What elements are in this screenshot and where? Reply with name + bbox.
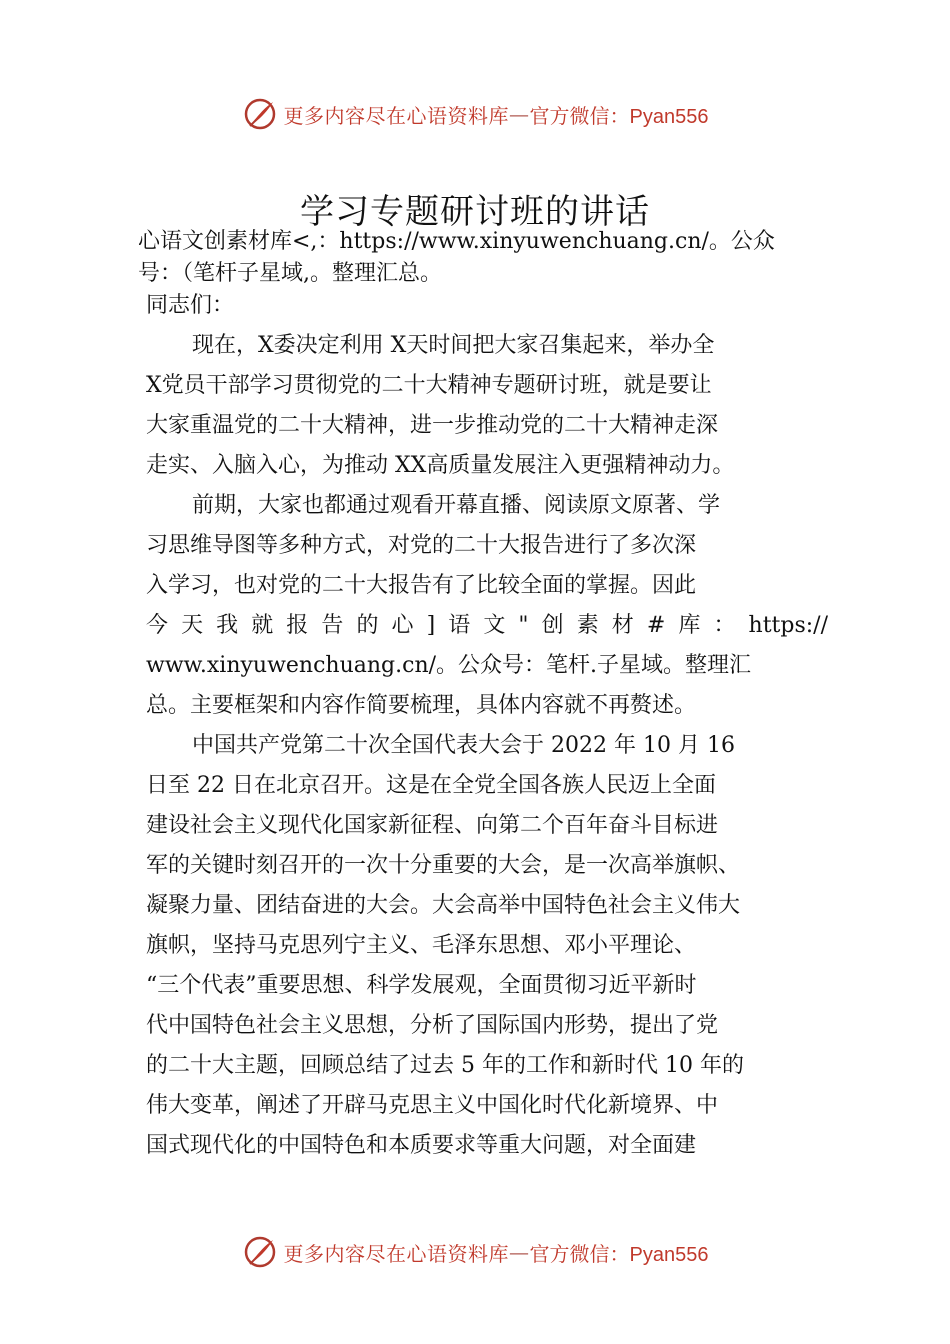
- paragraph-line: 旗帜，坚持马克思列宁主义、毛泽东思想、邓小平理论、: [146, 933, 697, 958]
- source-line: 心语文创素材库<,：https://www.xinyuwenchuang.cn/。公众: [138, 229, 775, 254]
- paragraph-line: 军的关键时刻召开的一次十分重要的大会，是一次高举旗帜、: [146, 853, 741, 878]
- paragraph-line: X党员干部学习贯彻党的二十大精神专题研讨班，就是要让: [146, 373, 712, 398]
- paragraph-1: [138, 326, 828, 486]
- paragraph-line: 前期，大家也都通过观看开幕直播、阅读原文原著、学: [192, 493, 721, 518]
- banner-text: 更多内容尽在心语资料库: [283, 1241, 510, 1266]
- page-title: 学习专题研讨班的讲话: [300, 192, 650, 232]
- paragraph-line: 大家重温党的二十大精神，进一步推动党的二十大精神走深: [146, 413, 719, 438]
- paragraph-line: 走实、入脑入心，为推动 XX高质量发展注入更强精神动力。: [146, 453, 735, 478]
- paragraph-line: 今天我就报告的心]语文"创素材#库：https://: [146, 613, 828, 638]
- source-line: 号：（笔杆子星域,。整理汇总。: [138, 261, 442, 286]
- banner-separator: —: [509, 102, 530, 126]
- banner-wechat: 官方微信：Pyan556: [529, 105, 709, 128]
- feather-pen-logo-icon: [242, 96, 278, 132]
- paragraph-line: 国式现代化的中国特色和本质要求等重大问题，对全面建: [146, 1133, 697, 1158]
- paragraph-line: 中国共产党第二十次全国代表大会于 2022 年 10 月 16: [192, 733, 735, 758]
- banner-wechat: 官方微信：Pyan556: [529, 1243, 709, 1266]
- paragraph-line: 日至 22 日在北京召开。这是在全党全国各族人民迈上全面: [146, 773, 716, 798]
- paragraph-line: 的二十大主题，回顾总结了过去 5 年的工作和新时代 10 年的: [146, 1053, 744, 1078]
- paragraph-line: 伟大变革，阐述了开辟马克思主义中国化时代化新境界、中: [146, 1093, 719, 1118]
- paragraph-line: 习思维导图等多种方式，对党的二十大报告进行了多次深: [146, 533, 697, 558]
- document-body: [138, 226, 828, 1166]
- paragraph-line: 现在，X委决定利用 X天时间把大家召集起来，举办全: [192, 333, 715, 358]
- feather-pen-logo-icon: [242, 1234, 278, 1270]
- footer-banner: [0, 1230, 950, 1274]
- greeting: 同志们：: [146, 293, 235, 318]
- paragraph-line: 建设社会主义现代化国家新征程、向第二个百年奋斗目标进: [146, 813, 719, 838]
- paragraph-line: www.xinyuwenchuang.cn/。公众号：笔杆.子星域。整理汇: [146, 653, 752, 678]
- paragraph-line: 总。主要框架和内容作简要梳理，具体内容就不再赘述。: [146, 693, 697, 718]
- paragraph-line: “三个代表”重要思想、科学发展观，全面贯彻习近平新时: [146, 973, 697, 998]
- paragraph-line: 代中国特色社会主义思想，分析了国际国内形势，提出了党: [146, 1013, 719, 1038]
- header-banner: [0, 92, 950, 136]
- paragraph-line: 凝聚力量、团结奋进的大会。大会高举中国特色社会主义伟大: [146, 893, 741, 918]
- paragraph-3: [138, 726, 828, 1166]
- paragraph-2: [138, 486, 828, 726]
- banner-separator: —: [509, 1240, 530, 1264]
- banner-text: 更多内容尽在心语资料库: [283, 103, 510, 128]
- paragraph-line: 入学习，也对党的二十大报告有了比较全面的掌握。因此: [146, 573, 697, 598]
